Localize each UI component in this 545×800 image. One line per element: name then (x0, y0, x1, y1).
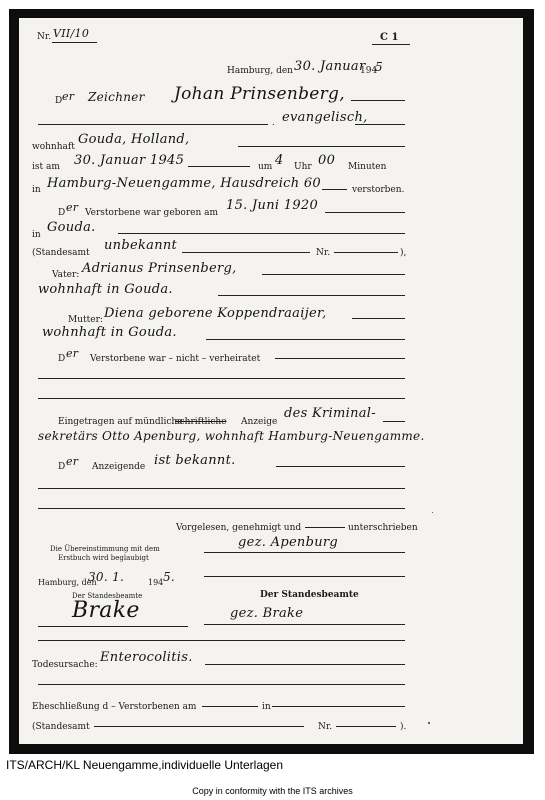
apenburg-line (204, 552, 405, 553)
todesursache-line-2 (38, 684, 405, 685)
um-label: um (258, 162, 273, 172)
gez-brake-line (204, 624, 405, 625)
ehe-standesamt-line (94, 726, 304, 727)
nr-line (334, 252, 398, 253)
ehe-nr-line (336, 726, 396, 727)
year-prefix: 194 (360, 66, 378, 76)
beglaubigt-year: 194 (148, 578, 164, 587)
eingetragen-label: Eingetragen auf mündliche – (58, 417, 190, 427)
name-line (351, 100, 405, 101)
mutter-residence: wohnhaft in Gouda. (42, 325, 177, 340)
vater-residence-line (218, 295, 405, 296)
ehe-in-label: in (262, 702, 271, 712)
apenburg-line-2 (204, 576, 405, 577)
married-line-2 (38, 378, 405, 379)
born-d: D (58, 208, 66, 218)
ehe-nr-label: Nr. (318, 722, 333, 732)
close-paren: ), (400, 248, 407, 258)
death-date: 30. Januar 1945 (74, 153, 185, 168)
number-value: VII/10 (53, 27, 90, 40)
religion: evangelisch, (282, 110, 368, 125)
minutes-value: 00 (318, 153, 336, 168)
mutter-label: Mutter: (68, 315, 103, 325)
todesursache-line (205, 664, 405, 665)
anzeigende-value: ist bekannt. (154, 453, 236, 468)
name-line-2 (38, 124, 268, 125)
anzeigende-line-3 (38, 508, 405, 509)
anzeigende-line-2 (38, 488, 405, 489)
anzeige-label: Anzeige (241, 417, 278, 427)
married-hand: er (66, 347, 79, 360)
birth-date: 15. Juni 1920 (226, 198, 319, 213)
vater-line (262, 274, 405, 275)
beglaubigt-line-1: Die Übereinstimmung mit dem (50, 545, 160, 553)
anzeigende-line (276, 466, 405, 467)
standesamt-label: (Standesamt (32, 248, 90, 258)
document-paper (19, 18, 523, 744)
standesamt-value: unbekannt (104, 238, 178, 253)
deceased-name: Johan Prinsenberg, (174, 84, 345, 104)
copy-note: Copy in conformity with the ITS archives (192, 786, 353, 796)
anzeigende-hand: er (66, 455, 79, 468)
place-date-label: Hamburg, den (227, 66, 293, 76)
hour-value: 4 (275, 153, 284, 168)
birth-in-label: in (32, 230, 41, 240)
minuten-label: Minuten (348, 162, 387, 172)
vater-residence: wohnhaft in Gouda. (38, 282, 173, 297)
der-standesbeamte-label: Der Standesbeamte (260, 590, 359, 600)
todesursache-label: Todesursache: (32, 660, 98, 670)
birth-place-line (118, 233, 405, 234)
form-code-underline (372, 44, 410, 45)
nr-label: Nr. (316, 248, 331, 258)
married-line (275, 358, 405, 359)
standesamt-line (182, 252, 310, 253)
death-date-line (188, 166, 250, 167)
beglaubigt-date-label: Hamburg, den (38, 578, 97, 587)
signature-apenburg: gez. Apenburg (238, 535, 339, 550)
born-label: Verstorbene war geboren am (85, 208, 219, 218)
mutter-name: Diena geborene Koppendraaijer, (104, 306, 327, 321)
scan-speck (428, 722, 430, 724)
verstorben-label: verstorben. (352, 185, 405, 195)
residence-label: wohnhaft (32, 142, 75, 152)
standesbeamte-small-label: Der Standesbeamte (72, 592, 143, 600)
birth-date-line (325, 212, 405, 213)
ehe-standesamt-label: (Standesamt (32, 722, 90, 732)
beglaubigt-line-2: Erstbuch wird beglaubigt (58, 554, 149, 562)
signature-gez-brake: gez. Brake (230, 606, 304, 621)
todesursache-value: Enterocolitis. (100, 650, 193, 665)
vorgelesen-line (305, 527, 345, 528)
form-code: C 1 (380, 32, 399, 43)
archive-reference: ITS/ARCH/KL Neuengamme,individuelle Unterlagen (6, 758, 284, 772)
vater-label: Vater: (52, 270, 80, 280)
occupation: Zeichner (88, 90, 145, 104)
schriftliche-struck: schriftliche (175, 417, 227, 427)
dot-sep: . (272, 118, 275, 128)
divider-line (38, 640, 405, 641)
number-underline (52, 42, 97, 43)
residence-value: Gouda, Holland, (78, 132, 190, 147)
beglaubigt-date: 30. 1. (88, 570, 125, 584)
ehe-close: ). (400, 722, 407, 732)
anzeigende-label: Anzeigende (92, 462, 146, 472)
anzeigende-d: D (58, 462, 66, 472)
ehe-date-line (202, 706, 258, 707)
married-d: D (58, 354, 66, 364)
number-label: Nr. (37, 32, 52, 42)
born-hand: er (66, 201, 79, 214)
beglaubigt-year-hand: 5. (163, 570, 176, 584)
year-hand: 5 (375, 60, 383, 74)
ehe-label: Eheschließung d – Verstorbenen am (32, 702, 197, 712)
informant-line (383, 421, 405, 422)
der-hand: er (62, 90, 75, 103)
residence-line (238, 146, 405, 147)
signature-brake-handwritten: Brake (72, 598, 140, 623)
mutter-line (352, 318, 405, 319)
uhr-label: Uhr (294, 162, 312, 172)
scan-speck-2 (432, 512, 433, 513)
religion-line (355, 124, 405, 125)
married-line-3 (38, 398, 405, 399)
mutter-residence-line (206, 339, 405, 340)
death-place-line (322, 189, 347, 190)
ehe-place-line (272, 706, 405, 707)
in-label: in (32, 185, 41, 195)
ist-am-label: ist am (32, 162, 60, 172)
brake-signature-line (38, 626, 188, 627)
birth-place: Gouda. (47, 220, 96, 235)
der-prefix: D (55, 96, 63, 106)
informant-line-1: des Kriminal- (284, 406, 376, 421)
informant-line-2: sekretärs Otto Apenburg, wohnhaft Hamburg-Neuengamme. (38, 429, 425, 443)
unterschrieben-label: unterschrieben (348, 523, 418, 533)
vater-name: Adrianus Prinsenberg, (82, 261, 237, 276)
married-label: Verstorbene war – nicht – verheiratet (90, 354, 261, 364)
vorgelesen-label: Vorgelesen, genehmigt und (176, 523, 302, 533)
registration-date: 30. Januar (294, 59, 366, 74)
death-place: Hamburg-Neuengamme, Hausdreich 60 (47, 176, 321, 191)
